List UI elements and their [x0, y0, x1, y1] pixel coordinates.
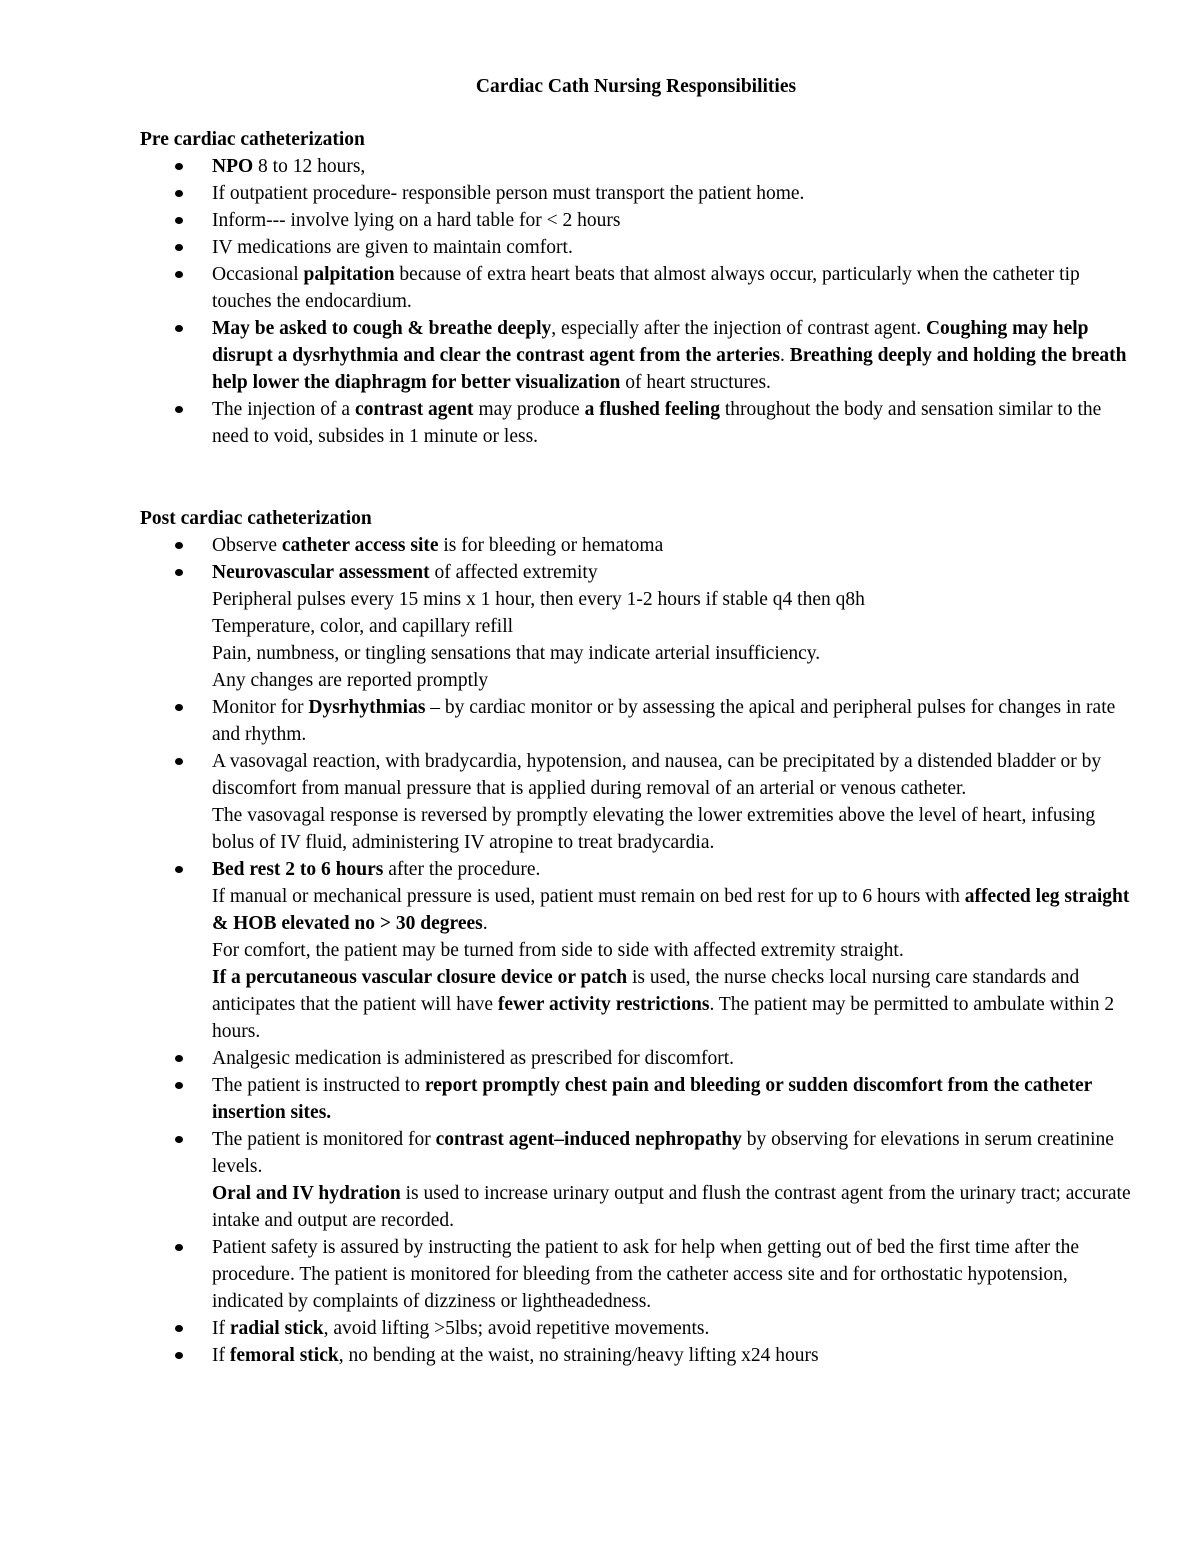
- text: Monitor for: [212, 697, 309, 718]
- text: IV medications are given to maintain comfort.: [212, 237, 573, 258]
- list-item: [140, 748, 1140, 856]
- text: Peripheral pulses every 15 mins x 1 hour, then every 1-2 hours if stable q4 then q8h: [212, 589, 865, 610]
- list-item-paragraph: [212, 261, 1140, 315]
- text: throughout the body and sensation similar to the need to void, subsides in 1 minute or less.: [212, 399, 1102, 447]
- list-item-paragraph: [212, 748, 1140, 802]
- list-item: [140, 856, 1140, 1045]
- list-item-paragraph: [212, 532, 1140, 559]
- list-item: [140, 153, 1140, 180]
- post-cath-heading: Post cardiac catheterization: [140, 508, 372, 529]
- list-item: [140, 261, 1140, 315]
- list-item-paragraph: [212, 180, 1140, 207]
- list-item-paragraph: [212, 1342, 1140, 1369]
- text: . The patient may be permitted to ambulate within 2 hours.: [212, 994, 1115, 1042]
- text: of heart structures.: [620, 372, 771, 393]
- list-item-paragraph: [212, 613, 1140, 640]
- document-title: Cardiac Cath Nursing Responsibilities: [475, 76, 797, 97]
- list-item-paragraph: [212, 1234, 1140, 1315]
- text: The patient is monitored for: [212, 1129, 436, 1150]
- bold-text: If a percutaneous vascular closure device or patch: [212, 967, 628, 988]
- text: Temperature, color, and capillary refill: [212, 616, 514, 637]
- list-item-paragraph: [212, 315, 1140, 396]
- bold-text: catheter access site: [281, 535, 439, 556]
- text: Any changes are reported promptly: [212, 670, 489, 691]
- list-item: [140, 207, 1140, 234]
- list-item-paragraph: [212, 1126, 1140, 1180]
- list-item: [140, 234, 1140, 261]
- list-item: [140, 1045, 1140, 1072]
- text: is used to increase urinary output and flush the contrast agent from the urinary tract; accurate intake and output are recorded.: [212, 1183, 1131, 1231]
- bold-text: Oral and IV hydration: [212, 1183, 401, 1204]
- post-cath-list: [140, 532, 1140, 1369]
- list-item-paragraph: [212, 396, 1140, 450]
- list-item-paragraph: [212, 153, 1140, 180]
- list-item: [140, 1126, 1140, 1234]
- bold-text: Dysrhythmias: [308, 697, 426, 718]
- bold-text: femoral stick: [229, 1345, 339, 1366]
- text: Analgesic medication is administered as prescribed for discomfort.: [212, 1048, 735, 1069]
- text: after the procedure.: [383, 859, 541, 880]
- text: is used, the nurse checks local nursing care standards and anticipates that the patient will have: [212, 967, 1080, 1015]
- text: , no bending at the waist, no straining/heavy lifting x24 hours: [338, 1345, 819, 1366]
- list-item-paragraph: [212, 586, 1140, 613]
- bold-text: report promptly chest pain and bleeding or sudden discomfort from the catheter insertion sites.: [212, 1075, 1092, 1123]
- text: of affected extremity: [429, 562, 598, 583]
- bold-text: Breathing deeply and holding the breath help lower the diaphragm for better visualization: [212, 345, 1127, 393]
- list-item-paragraph: [212, 559, 1140, 586]
- text: Observe: [212, 535, 282, 556]
- text: A vasovagal reaction, with bradycardia, hypotension, and nausea, can be precipitated by a distended bladder or by discomfort from manual pressure that is applied during removal of an arterial or venous catheter.: [212, 751, 1102, 799]
- pre-cath-section: [140, 126, 1140, 450]
- text: , especially after the injection of contrast agent.: [551, 318, 926, 339]
- text: Inform--- involve lying on a hard table for < 2 hours: [212, 210, 621, 231]
- list-item-paragraph: [212, 937, 1140, 964]
- text: If: [212, 1318, 230, 1339]
- text: If: [212, 1345, 230, 1366]
- list-item-paragraph: [212, 856, 1140, 883]
- bold-text: contrast agent: [354, 399, 474, 420]
- text: The vasovagal response is reversed by promptly elevating the lower extremities above the level of heart, infusing bolus of IV fluid, administering IV atropine to treat bradycardia.: [212, 805, 1096, 853]
- pre-cath-list: [140, 153, 1140, 450]
- text: 8 to 12 hours,: [253, 156, 366, 177]
- text: The injection of a: [212, 399, 355, 420]
- list-item: [140, 559, 1140, 694]
- bold-text: Bed rest 2 to 6 hours: [212, 859, 384, 880]
- list-item: [140, 532, 1140, 559]
- list-item-paragraph: [212, 234, 1140, 261]
- text: If outpatient procedure- responsible person must transport the patient home.: [212, 183, 805, 204]
- text: may produce: [473, 399, 585, 420]
- text: Patient safety is assured by instructing the patient to ask for help when getting out of bed the first time after the procedure. The patient is monitored for bleeding from the catheter access site and for orthostatic hypotension, indicated by complaints of dizziness or lightheadedness.: [212, 1237, 1079, 1312]
- list-item: [140, 694, 1140, 748]
- list-item-paragraph: [212, 1072, 1140, 1126]
- text: because of extra heart beats that almost always occur, particularly when the catheter tip touches the endocardium.: [212, 264, 1080, 312]
- bold-text: NPO: [212, 156, 254, 177]
- pre-cath-heading: Pre cardiac catheterization: [140, 129, 365, 150]
- bold-text: affected leg straight & HOB elevated no > 30 degrees: [212, 886, 1130, 934]
- bold-text: May be asked to cough & breathe deeply: [212, 318, 552, 339]
- post-cath-section: [140, 505, 1140, 1369]
- bold-text: Coughing may help disrupt a dysrhythmia and clear the contrast agent from the arteries: [212, 318, 1089, 366]
- list-item-paragraph: [212, 883, 1140, 937]
- list-item: [140, 1315, 1140, 1342]
- list-item-paragraph: [212, 1315, 1140, 1342]
- text: – by cardiac monitor or by assessing the apical and peripheral pulses for changes in rate and rhythm.: [212, 697, 1116, 745]
- bold-text: fewer activity restrictions: [497, 994, 710, 1015]
- list-item-paragraph: [212, 1045, 1140, 1072]
- list-item-paragraph: [212, 802, 1140, 856]
- list-item-paragraph: [212, 964, 1140, 1045]
- bold-text: contrast agent–induced nephropathy: [435, 1129, 742, 1150]
- bold-text: a flushed feeling: [584, 399, 721, 420]
- list-item-paragraph: [212, 640, 1140, 667]
- list-item-paragraph: [212, 694, 1140, 748]
- text: is for bleeding or hematoma: [438, 535, 664, 556]
- text: For comfort, the patient may be turned from side to side with affected extremity straight.: [212, 940, 904, 961]
- list-item: [140, 1342, 1140, 1369]
- bold-text: radial stick: [229, 1318, 324, 1339]
- list-item: [140, 1234, 1140, 1315]
- text: The patient is instructed to: [212, 1075, 425, 1096]
- text: .: [779, 345, 790, 366]
- list-item-paragraph: [212, 1180, 1140, 1234]
- list-item: [140, 1072, 1140, 1126]
- bold-text: palpitation: [303, 264, 395, 285]
- list-item-paragraph: [212, 207, 1140, 234]
- bold-text: Neurovascular assessment: [212, 562, 430, 583]
- text: , avoid lifting >5lbs; avoid repetitive movements.: [323, 1318, 710, 1339]
- list-item-paragraph: [212, 667, 1140, 694]
- text: .: [482, 913, 488, 934]
- text: Occasional: [212, 264, 304, 285]
- list-item: [140, 315, 1140, 396]
- list-item: [140, 396, 1140, 450]
- text: If manual or mechanical pressure is used, patient must remain on bed rest for up to 6 hours with: [212, 886, 965, 907]
- text: by observing for elevations in serum creatinine levels.: [212, 1129, 1114, 1177]
- text: Pain, numbness, or tingling sensations that may indicate arterial insufficiency.: [212, 643, 821, 664]
- list-item: [140, 180, 1140, 207]
